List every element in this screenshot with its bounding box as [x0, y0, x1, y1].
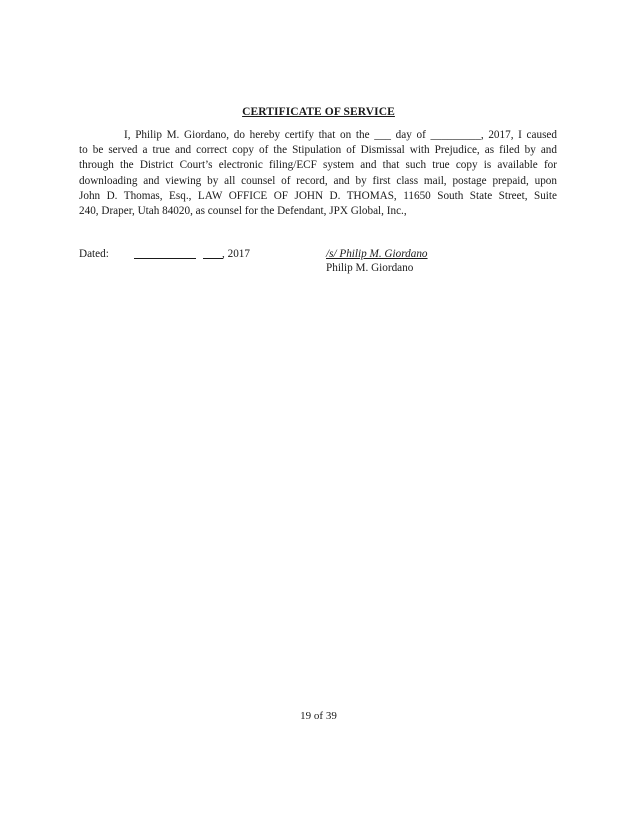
date-blank-day [203, 258, 223, 259]
date-blank-month [134, 258, 196, 259]
dated-year: , 2017 [222, 248, 250, 260]
body-line-1: I, Philip M. Giordano, do hereby certify that on the ___ day of _________, 2017, I caused [124, 129, 557, 141]
dated-label: Dated: [79, 248, 109, 260]
certificate-title: CERTIFICATE OF SERVICE [242, 106, 395, 118]
certificate-body [79, 128, 557, 219]
body-line-2: to be served a true and correct copy of the Stipulation of Dismissal with Prejudice, as filed by and [79, 144, 557, 157]
body-line-4: downloading and viewing by all counsel of record, and by first class mail, postage prepaid, upon [79, 174, 557, 187]
body-line-5: John D. Thomas, Esq., LAW OFFICE OF JOHN D. THOMAS, 11650 South State Street, Suite [79, 189, 557, 202]
page-number: 19 of 39 [300, 710, 337, 722]
signature-block [326, 248, 428, 275]
body-line-6: 240, Draper, Utah 84020, as counsel for the Defendant, JPX Global, Inc., [79, 205, 407, 218]
signatory-name: Philip M. Giordano [326, 261, 414, 274]
body-line-3: through the District Court’s electronic filing/ECF system and that such true copy is available for [79, 159, 557, 172]
signature-line: /s/ Philip M. Giordano [326, 248, 428, 260]
